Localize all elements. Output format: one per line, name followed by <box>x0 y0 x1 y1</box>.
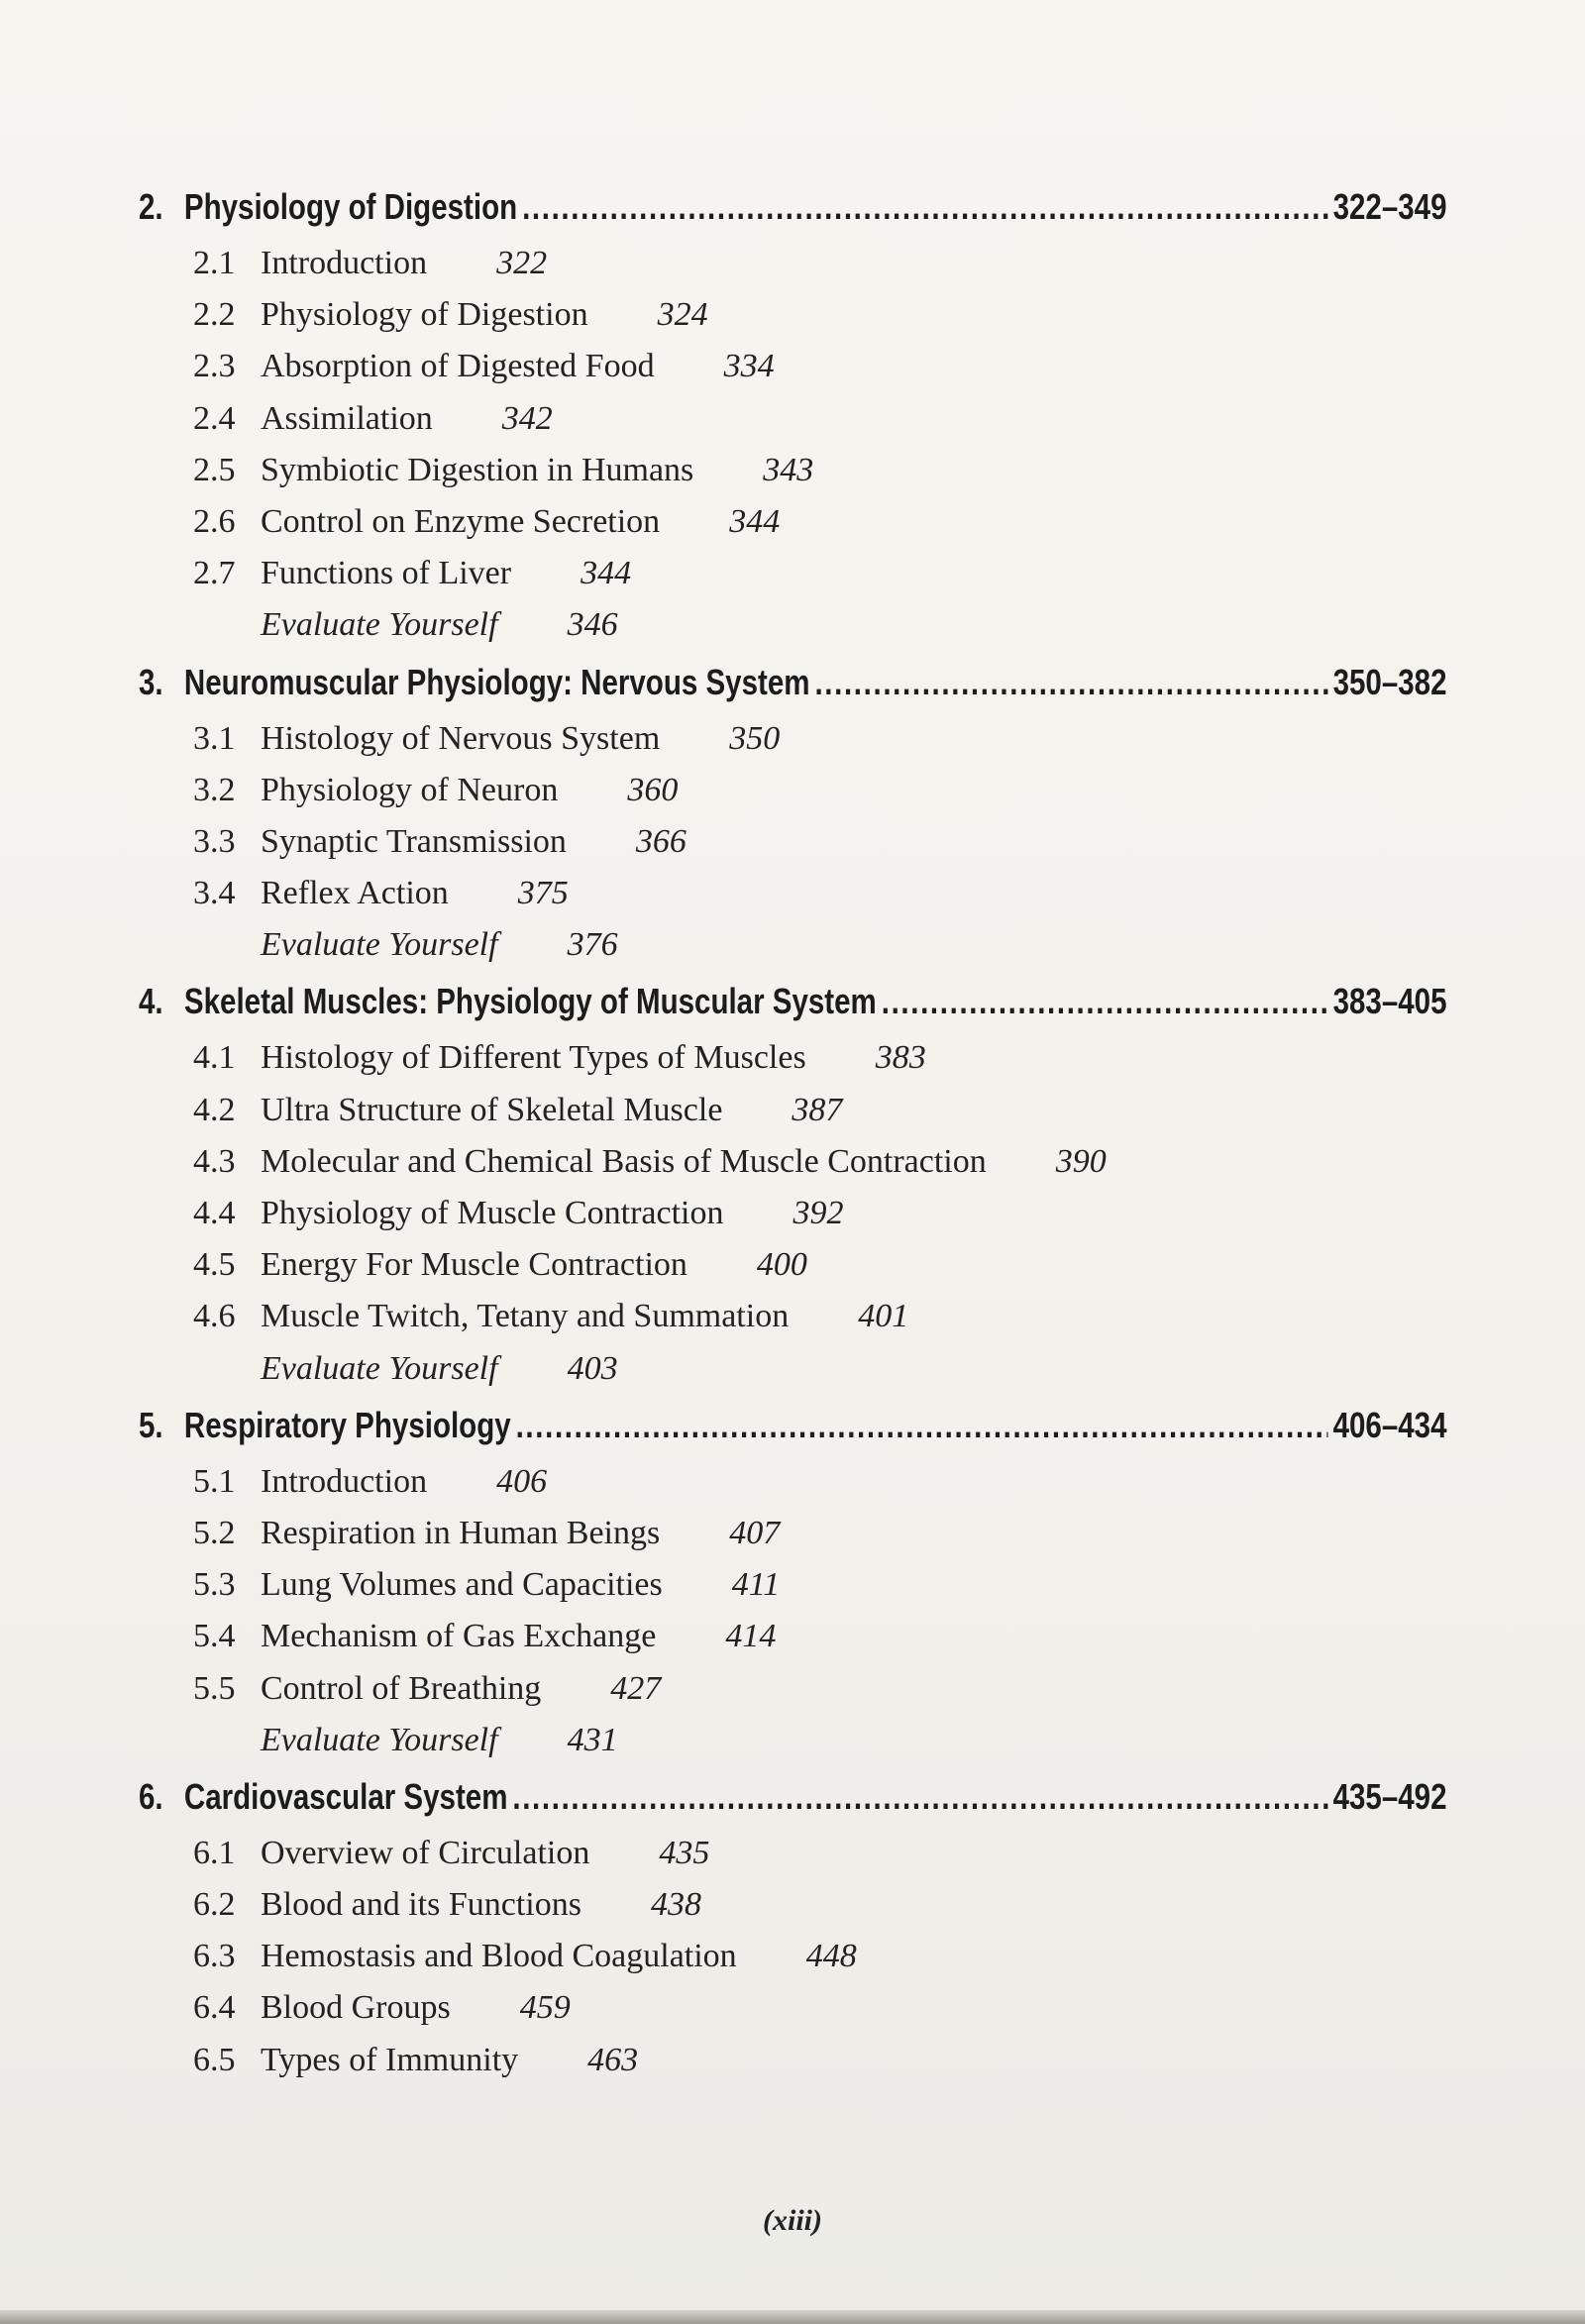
section-page: 407 <box>729 1514 781 1551</box>
section-entry <box>139 289 1446 341</box>
chapter-number: 5. <box>139 1404 163 1445</box>
section-number: 5.3 <box>193 1566 236 1604</box>
chapter-title: Skeletal Muscles: Physiology of Muscular System <box>183 981 877 1022</box>
section-page: 427 <box>610 1669 662 1707</box>
section-title: Evaluate Yourself <box>261 1349 498 1387</box>
section-entry <box>139 1559 1446 1611</box>
chapter-number: 4. <box>139 981 163 1022</box>
section-title: Control on Enzyme Secretion <box>261 502 661 540</box>
dot-leader <box>516 1395 1328 1456</box>
section-number: 2.7 <box>193 555 236 592</box>
section-number: 3.3 <box>193 822 236 860</box>
chapter-title: Neuromuscular Physiology: Nervous System <box>183 661 810 702</box>
section-title: Physiology of Muscle Contraction <box>261 1195 724 1231</box>
section-page: 392 <box>792 1195 844 1231</box>
section-number: 5.1 <box>193 1462 236 1500</box>
section-page: 400 <box>756 1246 807 1284</box>
chapter-number: 2. <box>139 186 163 227</box>
section-entry <box>139 1239 1446 1291</box>
chapter-heading <box>139 971 1447 1032</box>
section-title: Synaptic Transmission <box>261 822 567 860</box>
section-page: 342 <box>501 399 553 437</box>
section-page: 401 <box>858 1298 909 1335</box>
section-page: 406 <box>496 1462 548 1500</box>
section-page: 411 <box>731 1566 781 1604</box>
page-number: (xiii) <box>763 2204 822 2237</box>
chapter-heading <box>139 652 1447 713</box>
section-title: Histology of Different Types of Muscles <box>261 1039 806 1077</box>
section-entry <box>139 393 1446 445</box>
section-number: 6.1 <box>193 1834 236 1871</box>
section-page: 375 <box>517 875 569 912</box>
section-number: 2.1 <box>193 245 236 281</box>
chapter-number: 3. <box>139 661 163 702</box>
section-title: Hemostasis and Blood Coagulation <box>261 1938 737 1975</box>
section-title: Ultra Structure of Skeletal Muscle <box>261 1091 723 1128</box>
chapter-title: Respiratory Physiology <box>183 1404 511 1445</box>
section-title: Mechanism of Gas Exchange <box>261 1618 657 1655</box>
section-entry <box>139 1508 1446 1559</box>
section-page: 334 <box>723 348 775 385</box>
dot-leader <box>512 1766 1327 1828</box>
section-title: Evaluate Yourself <box>261 926 498 964</box>
chapter-page-range: 435–492 <box>1332 1775 1447 1817</box>
section-number: 2.5 <box>193 451 236 488</box>
section-page: 383 <box>875 1039 926 1077</box>
section-page: 438 <box>650 1886 701 1924</box>
section-page: 346 <box>567 606 618 644</box>
section-number: 4.3 <box>193 1142 236 1180</box>
section-entry <box>139 1085 1446 1136</box>
section-number: 3.1 <box>193 719 236 757</box>
section-number: 6.3 <box>193 1938 236 1975</box>
section-title: Histology of Nervous System <box>261 719 661 757</box>
section-number: 2.3 <box>193 348 236 385</box>
section-title: Evaluate Yourself <box>261 606 498 644</box>
section-title: Reflex Action <box>261 875 449 912</box>
section-number: 4.6 <box>193 1298 236 1335</box>
section-number: 6.2 <box>193 1886 236 1924</box>
section-entry <box>139 1931 1446 1982</box>
section-entry <box>139 341 1446 392</box>
chapter-heading <box>139 1395 1447 1456</box>
section-page: 459 <box>519 1989 571 2027</box>
section-title: Lung Volumes and Capacities <box>261 1566 663 1604</box>
page-bottom-edge <box>0 2310 1585 2324</box>
section-number: 5.5 <box>193 1669 236 1707</box>
section-page: 360 <box>627 771 679 808</box>
section-number: 4.1 <box>193 1039 236 1077</box>
chapter-page-range: 322–349 <box>1332 186 1447 227</box>
section-page: 344 <box>729 502 781 540</box>
section-number: 6.4 <box>193 1989 236 2027</box>
section-title: Energy For Muscle Contraction <box>261 1246 687 1284</box>
section-page: 350 <box>729 719 781 757</box>
section-entry <box>139 1828 1446 1879</box>
section-entry <box>139 919 1446 971</box>
section-title: Functions of Liver <box>261 555 512 592</box>
section-entry <box>139 868 1446 919</box>
section-page: 343 <box>763 451 814 488</box>
section-number: 2.4 <box>193 399 236 437</box>
section-page: 324 <box>657 296 708 334</box>
section-page: 366 <box>635 822 687 860</box>
chapter-title: Physiology of Digestion <box>183 186 518 227</box>
section-page: 390 <box>1055 1142 1107 1180</box>
section-entry <box>139 1879 1446 1931</box>
section-number: 2.6 <box>193 502 236 540</box>
section-title: Absorption of Digested Food <box>261 348 655 385</box>
dot-leader <box>882 971 1328 1032</box>
chapter-page-range: 406–434 <box>1332 1404 1447 1445</box>
section-number: 3.2 <box>193 771 236 808</box>
section-title: Symbiotic Digestion in Humans <box>261 451 694 488</box>
chapter-heading <box>139 1766 1447 1828</box>
section-title: Physiology of Neuron <box>261 771 559 808</box>
section-number: 4.5 <box>193 1246 236 1284</box>
section-page: 376 <box>567 926 618 964</box>
chapter-title: Cardiovascular System <box>183 1775 508 1817</box>
table-of-contents <box>139 176 1446 2086</box>
section-title: Respiration in Human Beings <box>261 1514 661 1551</box>
section-title: Blood Groups <box>261 1989 451 2027</box>
section-entry <box>139 1663 1446 1715</box>
section-title: Control of Breathing <box>261 1669 542 1707</box>
dot-leader <box>814 652 1327 713</box>
section-entry <box>139 1456 1446 1508</box>
section-title: Introduction <box>261 245 428 281</box>
section-title: Types of Immunity <box>261 2041 519 2078</box>
section-entry <box>139 2035 1446 2086</box>
section-title: Introduction <box>261 1462 428 1500</box>
section-page: 435 <box>659 1834 710 1871</box>
chapter-number: 6. <box>139 1775 163 1817</box>
section-entry <box>139 1291 1446 1342</box>
chapter-page-range: 350–382 <box>1332 661 1447 702</box>
chapter-heading <box>139 176 1447 238</box>
section-number: 2.2 <box>193 296 236 334</box>
section-title: Blood and its Functions <box>261 1886 581 1924</box>
section-entry <box>139 1343 1446 1395</box>
section-entry <box>139 1715 1446 1766</box>
section-title: Evaluate Yourself <box>261 1721 498 1758</box>
section-page: 387 <box>792 1091 843 1128</box>
section-entry <box>139 1611 1446 1662</box>
section-page: 463 <box>587 2041 639 2078</box>
section-entry <box>139 496 1446 548</box>
section-entry <box>139 1032 1446 1084</box>
section-title: Assimilation <box>261 399 433 437</box>
section-title: Molecular and Chemical Basis of Muscle Contraction <box>261 1142 987 1180</box>
section-title: Muscle Twitch, Tetany and Summation <box>261 1298 790 1335</box>
section-title: Overview of Circulation <box>261 1834 590 1871</box>
section-page: 344 <box>581 555 632 592</box>
section-entry <box>139 1982 1446 2034</box>
section-entry <box>139 548 1446 599</box>
chapter-page-range: 383–405 <box>1332 981 1447 1022</box>
dot-leader <box>522 176 1328 238</box>
section-entry <box>139 599 1446 651</box>
section-number: 5.4 <box>193 1618 236 1655</box>
section-entry <box>139 1136 1446 1188</box>
section-entry <box>139 445 1446 496</box>
section-number: 4.4 <box>193 1195 236 1231</box>
section-entry <box>139 713 1446 765</box>
section-number: 5.2 <box>193 1514 236 1551</box>
section-page: 448 <box>805 1938 857 1975</box>
section-entry <box>139 238 1446 289</box>
section-entry <box>139 816 1446 868</box>
section-page: 322 <box>496 245 548 281</box>
section-page: 414 <box>725 1618 777 1655</box>
section-title: Physiology of Digestion <box>261 296 588 334</box>
section-entry <box>139 1188 1446 1239</box>
section-page: 403 <box>567 1349 618 1387</box>
section-number: 6.5 <box>193 2041 236 2078</box>
section-number: 3.4 <box>193 875 236 912</box>
section-number: 4.2 <box>193 1091 236 1128</box>
section-page: 431 <box>567 1721 618 1758</box>
section-entry <box>139 765 1446 816</box>
